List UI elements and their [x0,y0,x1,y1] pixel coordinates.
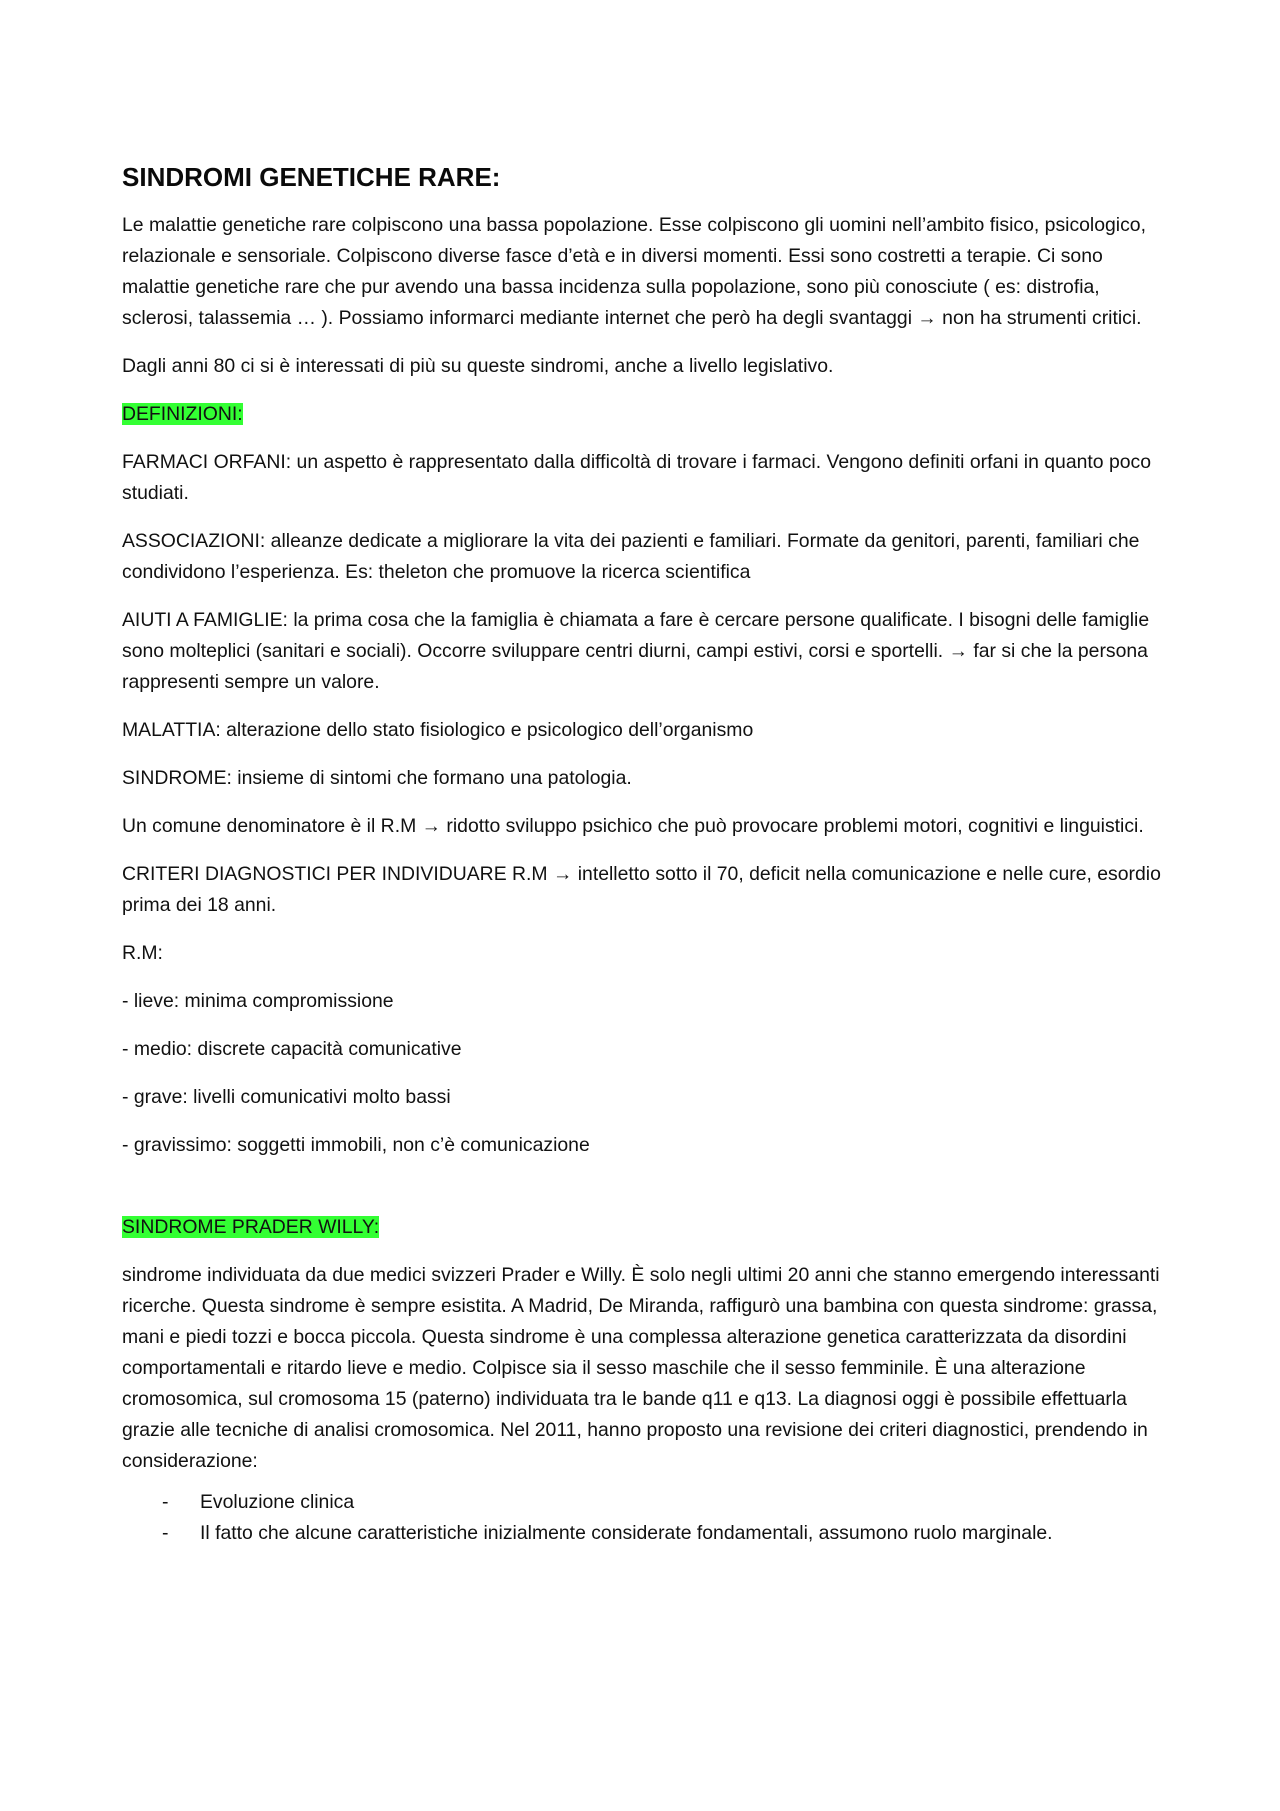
rm-level-item: - grave: livelli comunicativi molto bassi [122,1086,451,1108]
aiuti-text-tail: far si che la persona rappresenti sempre un valore. [122,640,1148,693]
definizioni-heading [122,399,1172,430]
document-title: SINDROMI GENETICHE RARE: [122,162,501,192]
rm-level-item: - medio: discrete capacità comunicative [122,1038,462,1060]
aiuti-text: AIUTI A FAMIGLIE: la prima cosa che la famiglia è chiamata a fare è cercare persone qualificate. I bisogni delle famiglie sono molteplici (sanitari e sociali). Occorre sviluppare centri diurni, campi estivi, corsi e sportelli. [122,609,1150,662]
intro-text: Le malattie genetiche rare colpiscono una bassa popolazione. Esse colpiscono gli uomini nell’ambito fisico, psicologico, relazionale e sensoriale. Colpiscono diverse fasce d’età e in diversi momenti. Essi sono costretti a terapie. Ci sono malattie genetiche rare che pur avendo una bassa incidenza sulla popolazione, sono più conosciute ( es: distrofia, sclerosi, talassemia … ). Possiamo informarci mediante internet che però ha degli svantaggi [122,214,1146,329]
list-item [122,1518,1172,1549]
highlighted-heading: DEFINIZIONI: [122,403,243,425]
arrow-icon: → [421,815,442,837]
definition-farmaci-orfani: FARMACI ORFANI: un aspetto è rappresentato dalla difficoltà di trovare i farmaci. Vengono definiti orfani in quanto poco studiati. [122,451,1151,504]
arrow-icon: → [948,640,968,662]
criteri-text: CRITERI DIAGNOSTICI PER INDIVIDUARE R.M [122,863,548,885]
rm-level-item: - gravissimo: soggetti immobili, non c’è comunicazione [122,1134,590,1156]
criteri-text-tail: intelletto sotto il 70, deficit nella comunicazione e nelle cure, esordio prima dei 18 anni. [122,863,1161,916]
denominatore-text: Un comune denominatore è il R.M [122,815,417,837]
list-dash-icon: - [162,1491,169,1513]
rm-label: R.M: [122,942,163,964]
intro-text-tail: non ha strumenti critici. [942,307,1142,329]
definition-malattia: MALATTIA: alterazione dello stato fisiologico e psicologico dell’organismo [122,719,754,741]
definition-aiuti-famiglie [122,605,1172,698]
arrow-icon: → [917,307,937,329]
list-item-text: Il fatto che alcune caratteristiche inizialmente considerate fondamentali, assumono ruolo marginale. [200,1522,1053,1544]
list-dash-icon: - [162,1522,169,1544]
prader-heading [122,1212,1172,1243]
denominatore-text-tail: ridotto sviluppo psichico che può provocare problemi motori, cognitivi e linguistici. [446,815,1144,837]
highlighted-heading: SINDROME PRADER WILLY: [122,1216,380,1238]
denominatore-paragraph [122,811,1172,842]
list-item-text: Evoluzione clinica [200,1491,355,1513]
intro-paragraph [122,210,1172,334]
rm-level-item: - lieve: minima compromissione [122,990,394,1012]
list-item [122,1487,1172,1518]
criteri-paragraph [122,859,1172,921]
prader-criteria-list [122,1487,1172,1549]
document-page [122,160,1172,1549]
intro-paragraph-2: Dagli anni 80 ci si è interessati di più su queste sindromi, anche a livello legislativo. [122,355,834,377]
definition-associazioni: ASSOCIAZIONI: alleanze dedicate a migliorare la vita dei pazienti e familiari. Formate da genitori, parenti, familiari che condividono l’esperienza. Es: theleton che promuove la ricerca scientifica [122,530,1140,583]
prader-body: sindrome individuata da due medici svizzeri Prader e Willy. È solo negli ultimi 20 anni che stanno emergendo interessanti ricerche. Questa sindrome è sempre esistita. A Madrid, De Miranda, raffigurò una bambina con questa sindrome: grassa, mani e piedi tozzi e bocca piccola. Questa sindrome è una complessa alterazione genetica caratterizzata da disordini comportamentali e ritardo lieve e medio. Colpisce sia il sesso maschile che il sesso femminile. È una alterazione cromosomica, sul cromosoma 15 (paterno) individuata tra le bande q11 e q13. La diagnosi oggi è possibile effettuarla grazie alle tecniche di analisi cromosomica. Nel 2011, hanno proposto una revisione dei criteri diagnostici, prendendo in considerazione: [122,1264,1160,1472]
definition-sindrome: SINDROME: insieme di sintomi che formano una patologia. [122,767,632,789]
section-spacer [122,1178,1172,1212]
arrow-icon: → [552,863,573,885]
